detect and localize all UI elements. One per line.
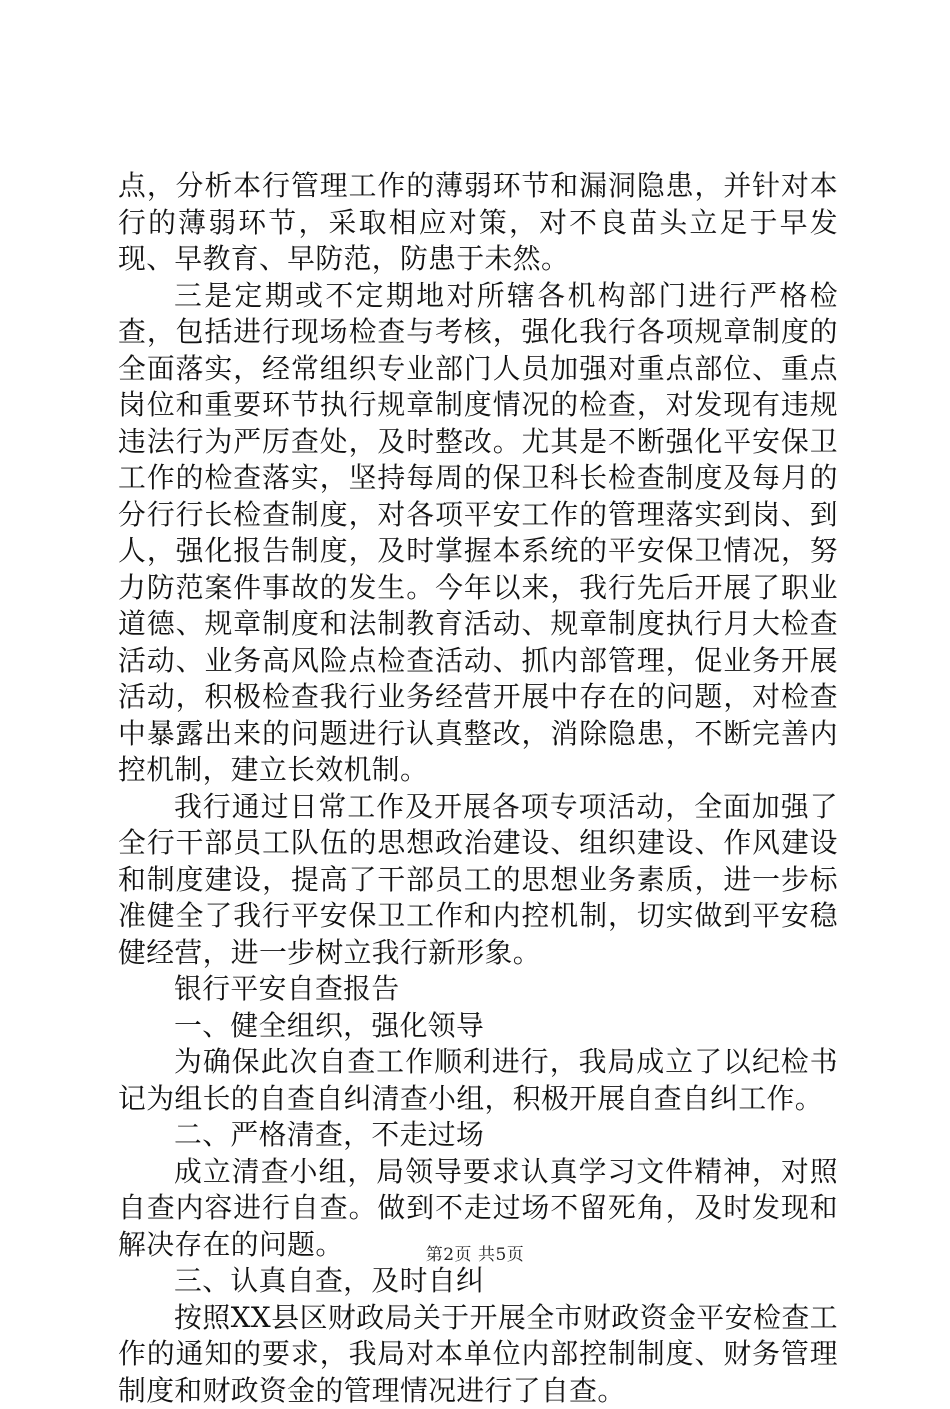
paragraph-3: 我行通过日常工作及开展各项专项活动，全面加强了全行干部员工队伍的思想政治建设、组织建设、作风建设和制度建设，提高了干部员工的思想业务素质，进一步标准健全了我行平安保卫工作和内控机制，切实做到平安稳健经营，进一步树立我行新形象。	[118, 789, 838, 972]
document-body	[118, 168, 838, 1409]
page-indicator: 第2页 共5页	[426, 1245, 525, 1265]
page-footer	[0, 1240, 950, 1265]
paragraph-5: 成立清查小组，局领导要求认真学习文件精神，对照自查内容进行自查。做到不走过场不留死角，及时发现和解决存在的问题。	[118, 1154, 838, 1264]
paragraph-1: 点，分析本行管理工作的薄弱环节和漏洞隐患，并针对本行的薄弱环节，采取相应对策，对不良苗头立足于早发现、早教育、早防范，防患于未然。	[118, 168, 838, 278]
section-title: 银行平安自查报告	[118, 971, 838, 1008]
paragraph-4: 为确保此次自查工作顺利进行，我局成立了以纪检书记为组长的自查自纠清查小组，积极开展自查自纠工作。	[118, 1044, 838, 1117]
heading-3: 三、认真自查，及时自纠	[118, 1263, 838, 1300]
heading-1: 一、健全组织，强化领导	[118, 1008, 838, 1045]
paragraph-2: 三是定期或不定期地对所辖各机构部门进行严格检查，包括进行现场检查与考核，强化我行各项规章制度的全面落实，经常组织专业部门人员加强对重点部位、重点岗位和重要环节执行规章制度情况的检查，对发现有违规违法行为严厉查处，及时整改。尤其是不断强化平安保卫工作的检查落实，坚持每周的保卫科长检查制度及每月的分行行长检查制度，对各项平安工作的管理落实到岗、到人，强化报告制度，及时掌握本系统的平安保卫情况，努力防范案件事故的发生。今年以来，我行先后开展了职业道德、规章制度和法制教育活动、规章制度执行月大检查活动、业务高风险点检查活动、抓内部管理，促业务开展活动，积极检查我行业务经营开展中存在的问题，对检查中暴露出来的问题进行认真整改，消除隐患，不断完善内控机制，建立长效机制。	[118, 278, 838, 789]
heading-2: 二、严格清查，不走过场	[118, 1117, 838, 1154]
paragraph-6: 按照XX县区财政局关于开展全市财政资金平安检查工作的通知的要求，我局对本单位内部控制制度、财务管理制度和财政资金的管理情况进行了自查。	[118, 1300, 838, 1409]
